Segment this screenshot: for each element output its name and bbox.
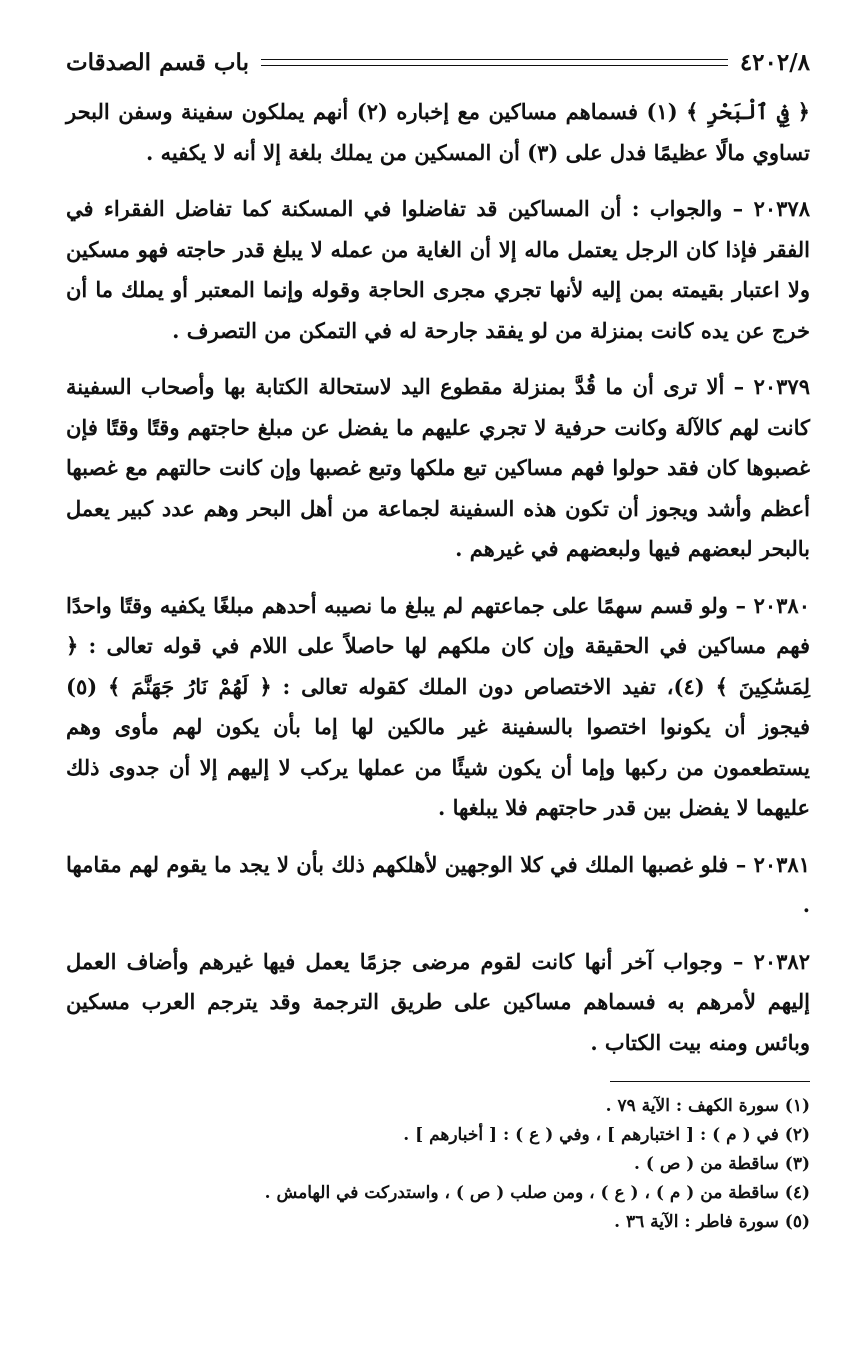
paragraph-continuation xyxy=(66,92,810,173)
paragraph-text: – ألا ترى أن ما قُدَّ بمنزلة مقطوع اليد لاستحالة الكتابة بها وأصحاب السفينة كانت لهم كالآلة وكانت حرفية لا تجري عليهم ما يفضل عن مبلغ حاجتهم وقتًا وقتًا فإن غصبوها كان فقد حولوا فهم مساكين تبع ملكها وتبع غصبها وإن كانت حالتهم مع غصبها أعظم وأشد ويجوز أن تكون هذه السفينة لجماعة من أهل البحر وهم عدد كبير يعمل بالبحر لبعضهم فيها ولبعضهم في غيرهم . xyxy=(66,374,810,561)
footnote-2: (٢) في ( م ) : [ اختبارهم ] ، وفي ( ع ) : [ أخبارهم ] . xyxy=(403,1125,810,1145)
paragraph-20382 xyxy=(66,942,810,1064)
footnote-3: (٣) ساقطة من ( ص ) . xyxy=(634,1154,810,1174)
running-header xyxy=(66,40,810,84)
paragraph-20380 xyxy=(66,586,810,829)
page-number: ٤٢٠٢/٨ xyxy=(739,48,810,76)
header-rule xyxy=(261,59,728,66)
paragraph-number: ٢٠٣٧٨ xyxy=(753,196,810,221)
paragraph-number: ٢٠٣٨١ xyxy=(753,851,810,877)
book-page xyxy=(66,40,810,1237)
paragraph-number: ٢٠٣٨٠ xyxy=(753,592,810,618)
paragraph-number: ٢٠٣٧٩ xyxy=(753,374,810,399)
paragraph-number: ٢٠٣٨٢ xyxy=(753,948,810,974)
paragraph-text: ﴿ فِي ٱلْبَحْرِ ﴾ (١) فسماهم مساكين مع إخباره (٢) أنهم يملكون سفينة وسفن البحر تساوي مالًا عظيمًا فدل على (٣) أن المسكين من يملك بلغة إلا أنه لا يكفيه . xyxy=(66,99,810,165)
paragraph-text: – فلو غصبها الملك في كلا الوجهين لأهلكهم ذلك بأن لا يجد ما يقوم لهم مقامها . xyxy=(66,851,810,917)
paragraph-20379 xyxy=(66,367,810,570)
paragraph-text: – وجواب آخر أنها كانت لقوم مرضى جزمًا يعمل فيها غيرهم وأضاف العمل إليهم لأمرهم به فسماهم مساكين على طريق الترجمة وقد يترجم العرب مسكين وبائس ومنه بيت الكتاب . xyxy=(66,948,810,1055)
footnote-5: (٥) سورة فاطر : الآية ٣٦ . xyxy=(614,1212,810,1232)
footnote-1: (١) سورة الكهف : الآية ٧٩ . xyxy=(605,1096,810,1116)
paragraph-20378 xyxy=(66,189,810,351)
footnote-separator xyxy=(610,1081,810,1082)
footnotes-section xyxy=(66,1081,810,1237)
main-text xyxy=(66,92,810,1063)
paragraph-20381 xyxy=(66,845,810,926)
paragraph-text: – ولو قسم سهمًا على جماعتهم لم يبلغ ما نصيبه أحدهم مبلغًا يكفيه وقتًا واحدًا فهم مساكين في الحقيقة وإن كان ملكهم لها حاصلاً على اللام في قوله تعالى : ﴿ لِمَسَٰكِينَ ﴾ (٤)، تفيد الاختصاص دون الملك كقوله تعالى : ﴿ لَهُمْ نَارُ جَهَنَّمَ ﴾ (٥) فيجوز أن يكونوا اختصوا بالسفينة غير مالكين لها إما بأن يكون لهم مأوى وهم يستطعمون من ركبها وإما أن يكون شيئًا من عملها يركب لا إليهم إلا أن جدوى ذلك عليهما لا يفضل بين قدر حاجتهم فلا يبلغها . xyxy=(66,592,810,820)
paragraph-text: – والجواب : أن المساكين قد تفاضلوا في المسكنة كما تفاضل الفقراء في الفقر فإذا كان الرجل يعتمل ماله إلا أن الغاية من عمله لا يبلغ قدر حاجته فهو مسكين ولا اعتبار بقيمته بمن إليه لأنها تجري مجرى الحاجة وقوله وإنما المعتبر أو يملك ما أن خرج عن يده كانت بمنزلة من لو يفقد جارحة له في التمكن من التصرف . xyxy=(66,196,810,343)
chapter-title: باب قسم الصدقات xyxy=(66,48,249,76)
footnote-4: (٤) ساقطة من ( م ) ، ( ع ) ، ومن صلب ( ص ) ، واستدركت في الهامش . xyxy=(264,1183,810,1203)
